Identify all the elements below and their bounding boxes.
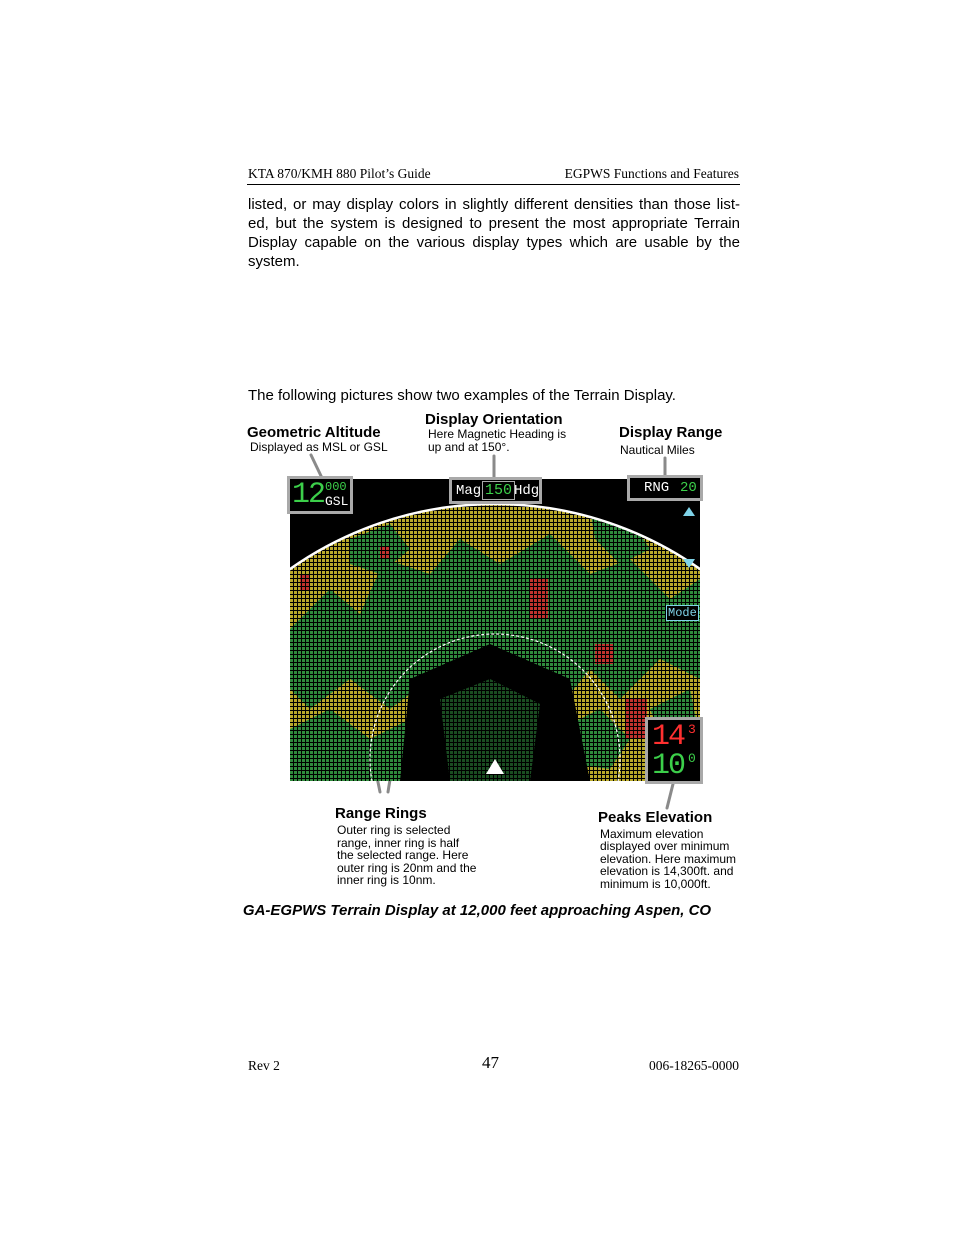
paragraph-1: listed, or may display colors in slightly different densities than those list-ed, but the system is designed to present the most appropriate Terrain Display capable on the various display types which are usable by the system. — [248, 196, 740, 270]
range-up-arrow-icon[interactable] — [683, 507, 695, 516]
peaks-readout — [645, 717, 703, 784]
leader-peaks-elevation — [667, 784, 673, 808]
range-value: 20 — [680, 480, 697, 496]
heading-readout — [449, 477, 542, 504]
footer-right: 006-18265-0000 — [649, 1058, 739, 1073]
altitude-small: 000 — [325, 480, 347, 494]
geometric-altitude-sub: Displayed as MSL or GSL — [250, 440, 388, 454]
leader-geometric-altitude — [311, 455, 322, 478]
figure-caption: GA-EGPWS Terrain Display at 12,000 feet approaching Aspen, CO — [242, 902, 712, 919]
display-orientation-sub-2: up and at 150°. — [428, 440, 510, 454]
terrain-map — [290, 479, 700, 781]
heading-ref: Hdg — [514, 483, 540, 499]
terrain-display — [290, 479, 700, 781]
altitude-ref: GSL — [325, 494, 349, 509]
header-left: KTA 870/KMH 880 Pilot’s Guide — [248, 166, 431, 181]
geometric-altitude-title: Geometric Altitude — [247, 424, 381, 441]
range-rings-title: Range Rings — [335, 805, 427, 822]
altitude-readout — [287, 476, 353, 514]
range-rings-line-5: inner ring is 10nm. — [337, 873, 436, 887]
peak-min-big: 10 — [652, 749, 685, 783]
peak-max-big: 14 — [652, 720, 685, 754]
heading-value: 150 — [482, 481, 515, 500]
range-rings-line-4: outer ring is 20nm and the — [337, 861, 477, 875]
range-readout — [627, 475, 703, 501]
range-rings-line-3: the selected range. Here — [337, 848, 469, 862]
range-label: RNG — [644, 480, 670, 496]
peaks-elevation-line-4: elevation is 14,300ft. and — [600, 864, 734, 878]
range-rings-line-2: range, inner ring is half — [337, 836, 460, 850]
display-range-title: Display Range — [619, 424, 723, 441]
header-right: EGPWS Functions and Features — [564, 166, 739, 181]
peaks-elevation-line-3: elevation. Here maximum — [600, 852, 737, 866]
paragraph-2: The following pictures show two examples of the Terrain Display. — [248, 387, 676, 404]
peak-max-small: 3 — [688, 722, 696, 737]
peak-min-small: 0 — [688, 751, 696, 766]
range-rings-line-1: Outer ring is selected — [337, 823, 451, 837]
peaks-elevation-title: Peaks Elevation — [598, 809, 713, 826]
display-orientation-sub-1: Here Magnetic Heading is — [428, 427, 567, 441]
display-orientation-title: Display Orientation — [425, 411, 563, 428]
page-number: 47 — [482, 1053, 499, 1072]
peaks-elevation-line-1: Maximum elevation — [600, 827, 704, 841]
altitude-big: 12 — [292, 478, 325, 512]
footer-left: Rev 2 — [248, 1058, 280, 1073]
peaks-elevation-line-5: minimum is 10,000ft. — [600, 877, 711, 891]
heading-mode: Mag — [456, 483, 482, 499]
peaks-elevation-line-2: displayed over minimum — [600, 839, 730, 853]
display-range-sub: Nautical Miles — [620, 443, 695, 457]
mode-button[interactable]: Mode — [668, 606, 697, 620]
